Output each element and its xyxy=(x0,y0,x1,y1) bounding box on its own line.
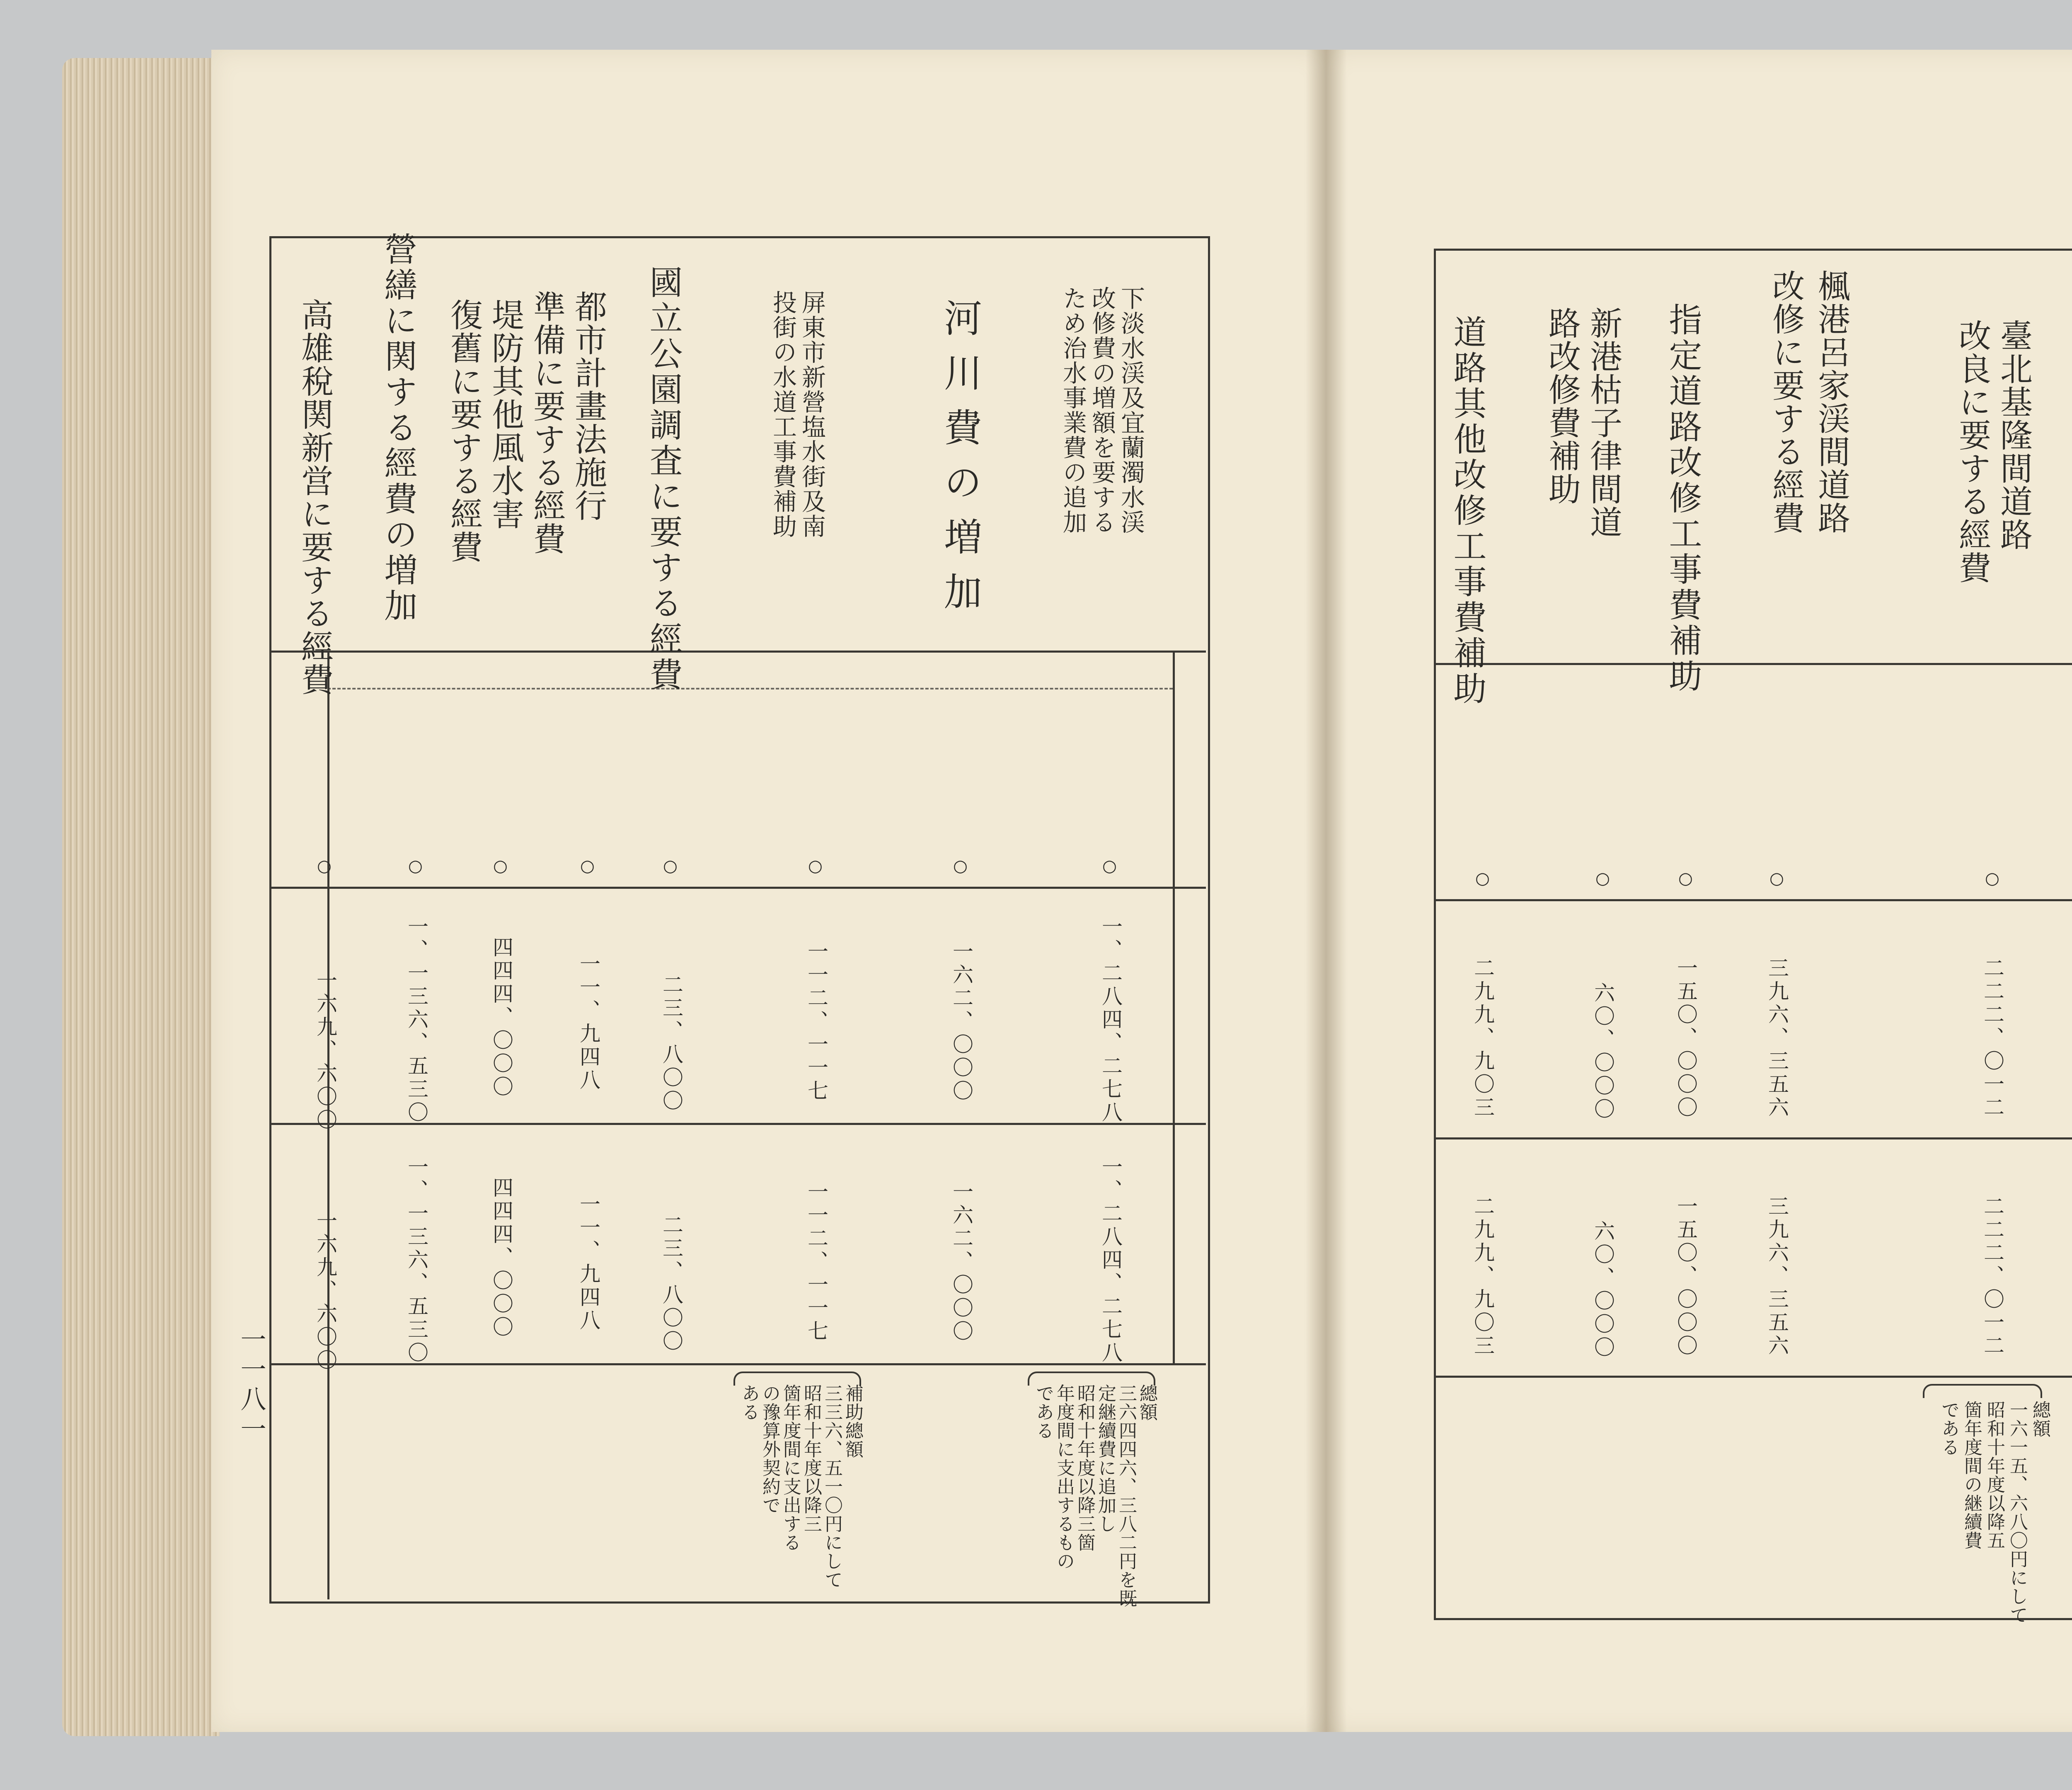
total-value: 一一、九四八 xyxy=(576,1193,600,1333)
remark-text: 總額 xyxy=(2029,1401,2050,1438)
item-text: 改修費の増額を要する xyxy=(1088,286,1116,535)
remark-brace xyxy=(733,1372,861,1386)
total-value: 一一二、一一七 xyxy=(804,1181,828,1343)
item-text: 楓港呂家渓間道路 xyxy=(1813,269,1850,535)
remark-text: 一六一五、六八〇円にして xyxy=(2007,1401,2028,1624)
item-text: 河川費の増加 xyxy=(938,298,982,626)
item-text: 投街の水道工事費補助 xyxy=(769,290,797,539)
remark-text: である xyxy=(1938,1401,1959,1456)
book-gutter xyxy=(1305,50,1347,1732)
item-text: 國立公園調査に要する經費 xyxy=(644,265,683,693)
item-text: ため治水事業費の追加 xyxy=(1059,286,1087,535)
remark-text: 年度間に支出するもの xyxy=(1053,1384,1075,1570)
remark-text: である xyxy=(1033,1384,1054,1440)
total-value: 一六九、六〇〇 xyxy=(313,1210,337,1372)
extraordinary-value: 二九九、九〇三 xyxy=(1471,957,1495,1120)
remark-text: 三六四四六、三八二円を既 xyxy=(1116,1384,1137,1608)
remark-brace xyxy=(1923,1384,2042,1398)
total-value: 一六二、〇〇〇 xyxy=(949,1181,973,1343)
remark-text: 昭和十年度以降三 xyxy=(801,1384,822,1533)
item-text: 復舊に要する經費 xyxy=(445,298,482,564)
item-text: 路改修費補助 xyxy=(1543,307,1581,506)
remark-text: ある xyxy=(738,1384,760,1421)
extraordinary-value: 三九六、三五六 xyxy=(1765,957,1789,1120)
total-value: 四四四、〇〇〇 xyxy=(489,1177,513,1339)
left-dashed-guide xyxy=(327,688,1173,689)
remark-text: 總額 xyxy=(1136,1384,1157,1421)
left-inner-column-line xyxy=(1173,651,1175,1363)
total-value: 三九六、三五六 xyxy=(1765,1195,1789,1358)
item-text: 下淡水渓及宜蘭濁水渓 xyxy=(1117,286,1145,535)
total-value: 一五〇、〇〇〇 xyxy=(1674,1195,1698,1358)
item-text: 堤防其他風水害 xyxy=(487,298,524,530)
item-text: 臺北基隆間道路 xyxy=(1995,319,2032,551)
ordinary-value: ○ xyxy=(1595,869,1610,888)
remark-text: の豫算外契約で xyxy=(759,1384,780,1514)
item-text: 屏東市新營塩水街及南 xyxy=(798,290,826,539)
extraordinary-value: 一六九、六〇〇 xyxy=(313,970,337,1132)
ordinary-value: ○ xyxy=(808,856,823,876)
extraordinary-value: 六〇、〇〇〇 xyxy=(1591,982,1615,1121)
item-text: 高雄稅関新営に要する經費 xyxy=(296,298,333,696)
ordinary-value: ○ xyxy=(953,856,968,876)
total-value: 一、一三六、五三〇 xyxy=(404,1156,428,1365)
remark-text: 定継續費に追加し xyxy=(1095,1384,1116,1533)
extraordinary-value: 二二二、〇一二 xyxy=(1980,957,2004,1120)
ordinary-value: ○ xyxy=(408,856,423,876)
extraordinary-value: 一一二、一一七 xyxy=(804,941,828,1103)
remark-text: 箇年度間の継續費 xyxy=(1961,1401,1982,1550)
left-row-line-ordinary xyxy=(269,887,1206,889)
right-row-line-ordinary xyxy=(1434,899,2072,901)
extraordinary-value: 二三、八〇〇 xyxy=(659,974,683,1113)
item-text: 改修に要する經費 xyxy=(1767,269,1804,535)
remark-text: 箇年度間に支出する xyxy=(780,1384,801,1552)
left-page-edges xyxy=(62,58,220,1736)
ordinary-value: ○ xyxy=(1769,869,1784,888)
total-value: 二九九、九〇三 xyxy=(1471,1195,1495,1358)
item-text: 道路其他改修工事費補助 xyxy=(1448,315,1486,707)
total-value: 一、二八四、二七八 xyxy=(1099,1156,1123,1365)
left-row-line-item xyxy=(269,651,1206,653)
ordinary-value: ○ xyxy=(580,856,595,876)
item-text: 都市計畫法施行 xyxy=(569,290,607,522)
right-row-line-item xyxy=(1434,663,2072,665)
ordinary-value: ○ xyxy=(1102,856,1117,876)
remark-brace xyxy=(1028,1372,1155,1386)
right-row-line-extraordinary xyxy=(1434,1137,2072,1139)
ordinary-value: ○ xyxy=(493,856,508,876)
item-text: 準備に要する經費 xyxy=(528,290,565,555)
ordinary-value: ○ xyxy=(317,856,332,876)
total-value: 二二二、〇一二 xyxy=(1980,1195,2004,1358)
item-text: 營繕に関する經費の増加 xyxy=(379,232,417,624)
ordinary-value: ○ xyxy=(1985,869,1999,888)
remark-text: 昭和十年度以降三箇 xyxy=(1074,1384,1095,1552)
extraordinary-value: 一五〇、〇〇〇 xyxy=(1674,957,1698,1120)
ordinary-value: ○ xyxy=(1678,869,1693,888)
item-text: 改良に要する經費 xyxy=(1953,319,1991,584)
left-page-number: 一一八一 xyxy=(236,1326,266,1445)
remark-text: 昭和十年度以降五 xyxy=(1984,1401,2005,1550)
ordinary-value: ○ xyxy=(663,856,678,876)
extraordinary-value: 一、二八四、二七八 xyxy=(1099,916,1123,1125)
total-value: 六〇、〇〇〇 xyxy=(1591,1220,1615,1359)
extraordinary-value: 一一、九四八 xyxy=(576,953,600,1092)
total-value: 二三、八〇〇 xyxy=(659,1214,683,1353)
remark-text: 三三六、五一〇円にして xyxy=(821,1384,842,1589)
remark-text: 補助總額 xyxy=(842,1384,863,1459)
extraordinary-value: 一、一三六、五三〇 xyxy=(404,916,428,1125)
item-text: 新港枯子律間道 xyxy=(1585,307,1622,539)
extraordinary-value: 一六二、〇〇〇 xyxy=(949,941,973,1103)
right-row-line-total xyxy=(1434,1376,2072,1378)
ordinary-value: ○ xyxy=(1475,869,1490,888)
item-text: 指定道路改修工事費補助 xyxy=(1663,302,1702,694)
extraordinary-value: 四四四、〇〇〇 xyxy=(489,936,513,1099)
